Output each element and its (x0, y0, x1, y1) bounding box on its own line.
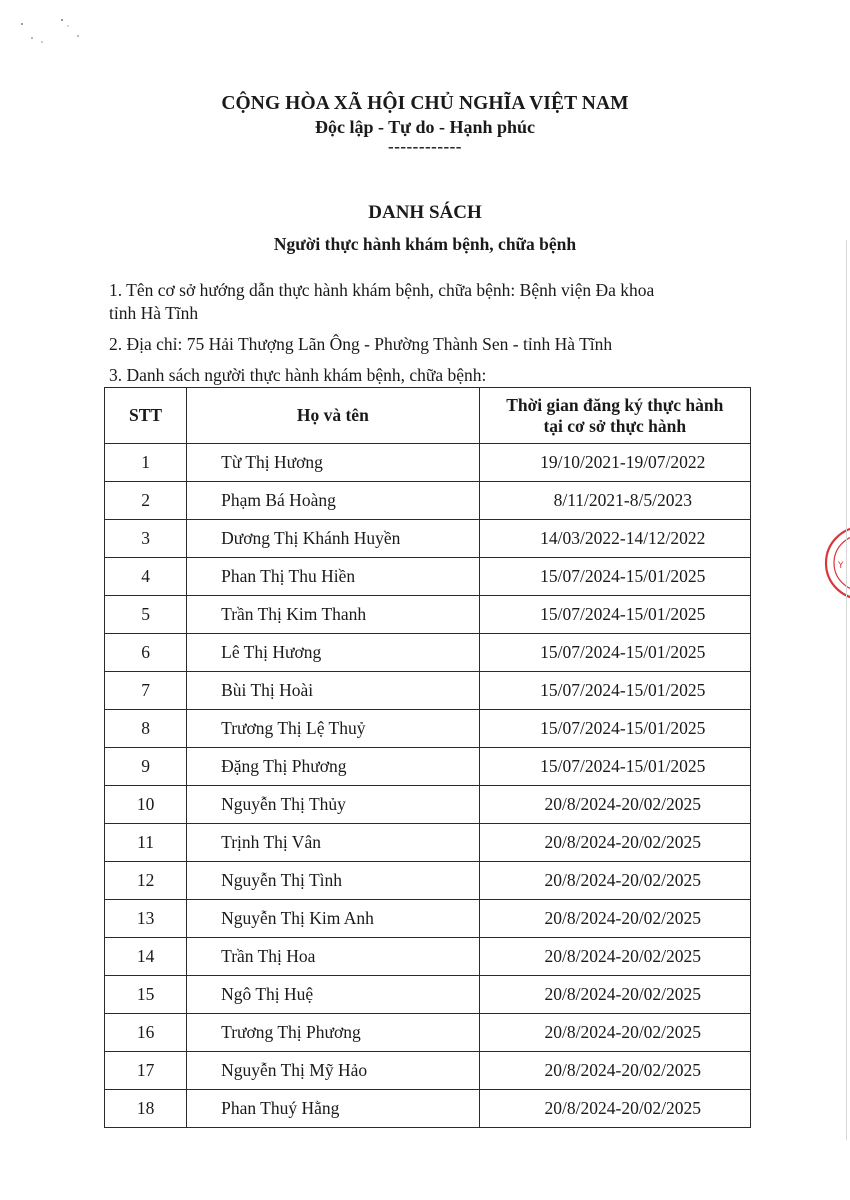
table-row (105, 976, 751, 1014)
facility-line-1: 1. Tên cơ sở hướng dẫn thực hành khám bệnh, chữa bệnh: Bệnh viện Đa khoa (109, 280, 655, 300)
row-period: 20/8/2024-20/02/2025 (479, 1052, 750, 1090)
row-name: Nguyễn Thị Tình (187, 862, 479, 900)
table-row (105, 1090, 751, 1128)
list-intro-paragraph: 3. Danh sách người thực hành khám bệnh, chữa bệnh: (109, 365, 487, 385)
svg-text:Y: Y (838, 561, 844, 571)
row-stt: 4 (105, 558, 187, 596)
header-period-line-1: Thời gian đăng ký thực hành (506, 394, 724, 415)
row-stt: 11 (105, 824, 187, 862)
row-name: Nguyễn Thị Mỹ Hảo (187, 1052, 479, 1090)
document-subtitle: Người thực hành khám bệnh, chữa bệnh (273, 234, 577, 254)
row-name: Trần Thị Hoa (187, 938, 479, 976)
row-stt: 9 (105, 748, 187, 786)
row-name: Trương Thị Lệ Thuỷ (187, 710, 479, 748)
row-stt: 13 (105, 900, 187, 938)
header-separator: ------------ (388, 137, 462, 156)
table-header-row (105, 388, 751, 444)
row-period: 15/07/2024-15/01/2025 (479, 710, 750, 748)
row-stt: 5 (105, 596, 187, 634)
table-row (105, 900, 751, 938)
header-period-line-2: tại cơ sở thực hành (543, 415, 687, 436)
row-period: 20/8/2024-20/02/2025 (479, 786, 750, 824)
row-name: Bùi Thị Hoài (187, 672, 479, 710)
row-stt: 7 (105, 672, 187, 710)
row-name: Dương Thị Khánh Huyền (187, 520, 479, 558)
row-period: 15/07/2024-15/01/2025 (479, 558, 750, 596)
row-period: 20/8/2024-20/02/2025 (479, 1014, 750, 1052)
header-name: Họ và tên (187, 388, 479, 444)
row-stt: 1 (105, 444, 187, 482)
row-period: 20/8/2024-20/02/2025 (479, 1090, 750, 1128)
row-period: 8/11/2021-8/5/2023 (479, 482, 750, 520)
table-row (105, 672, 751, 710)
row-period: 15/07/2024-15/01/2025 (479, 672, 750, 710)
national-motto: Độc lập - Tự do - Hạnh phúc (314, 117, 536, 137)
row-name: Trương Thị Phương (187, 1014, 479, 1052)
row-period: 14/03/2022-14/12/2022 (479, 520, 750, 558)
row-name: Nguyễn Thị Thủy (187, 786, 479, 824)
page-edge-line (846, 240, 847, 1140)
row-name: Trịnh Thị Vân (187, 824, 479, 862)
table-row (105, 444, 751, 482)
row-period: 20/8/2024-20/02/2025 (479, 862, 750, 900)
row-stt: 12 (105, 862, 187, 900)
row-period: 15/07/2024-15/01/2025 (479, 634, 750, 672)
scan-specks (18, 12, 88, 52)
row-name: Trần Thị Kim Thanh (187, 596, 479, 634)
row-name: Từ Thị Hương (187, 444, 479, 482)
header-period (479, 388, 750, 444)
row-name: Phan Thị Thu Hiền (187, 558, 479, 596)
table-row (105, 938, 751, 976)
row-stt: 3 (105, 520, 187, 558)
row-period: 15/07/2024-15/01/2025 (479, 748, 750, 786)
row-period: 15/07/2024-15/01/2025 (479, 596, 750, 634)
row-period: 20/8/2024-20/02/2025 (479, 900, 750, 938)
row-stt: 10 (105, 786, 187, 824)
table-row (105, 862, 751, 900)
row-period: 19/10/2021-19/07/2022 (479, 444, 750, 482)
table-row (105, 520, 751, 558)
row-name: Phạm Bá Hoàng (187, 482, 479, 520)
table-row (105, 824, 751, 862)
row-period: 20/8/2024-20/02/2025 (479, 976, 750, 1014)
table-row (105, 786, 751, 824)
row-stt: 18 (105, 1090, 187, 1128)
row-stt: 2 (105, 482, 187, 520)
table-row (105, 1052, 751, 1090)
practitioner-table (104, 387, 751, 1128)
facility-line-2: tỉnh Hà Tĩnh (109, 303, 199, 323)
table-row (105, 482, 751, 520)
facility-paragraph (109, 279, 759, 325)
table-row (105, 1014, 751, 1052)
document-title: DANH SÁCH (368, 202, 482, 223)
row-period: 20/8/2024-20/02/2025 (479, 938, 750, 976)
row-stt: 8 (105, 710, 187, 748)
table-row (105, 596, 751, 634)
address-paragraph: 2. Địa chỉ: 75 Hải Thượng Lãn Ông - Phường Thành Sen - tỉnh Hà Tĩnh (109, 334, 613, 354)
row-stt: 14 (105, 938, 187, 976)
header-stt: STT (105, 388, 187, 444)
table-row (105, 748, 751, 786)
table-row (105, 558, 751, 596)
row-name: Đặng Thị Phương (187, 748, 479, 786)
row-name: Phan Thuý Hằng (187, 1090, 479, 1128)
table-row (105, 710, 751, 748)
row-name: Nguyễn Thị Kim Anh (187, 900, 479, 938)
row-name: Ngô Thị Huệ (187, 976, 479, 1014)
row-period: 20/8/2024-20/02/2025 (479, 824, 750, 862)
row-name: Lê Thị Hương (187, 634, 479, 672)
row-stt: 15 (105, 976, 187, 1014)
table-body (105, 444, 751, 1128)
table-row (105, 634, 751, 672)
row-stt: 6 (105, 634, 187, 672)
row-stt: 17 (105, 1052, 187, 1090)
national-title: CỘNG HÒA XÃ HỘI CHỦ NGHĨA VIỆT NAM (221, 93, 629, 114)
row-stt: 16 (105, 1014, 187, 1052)
